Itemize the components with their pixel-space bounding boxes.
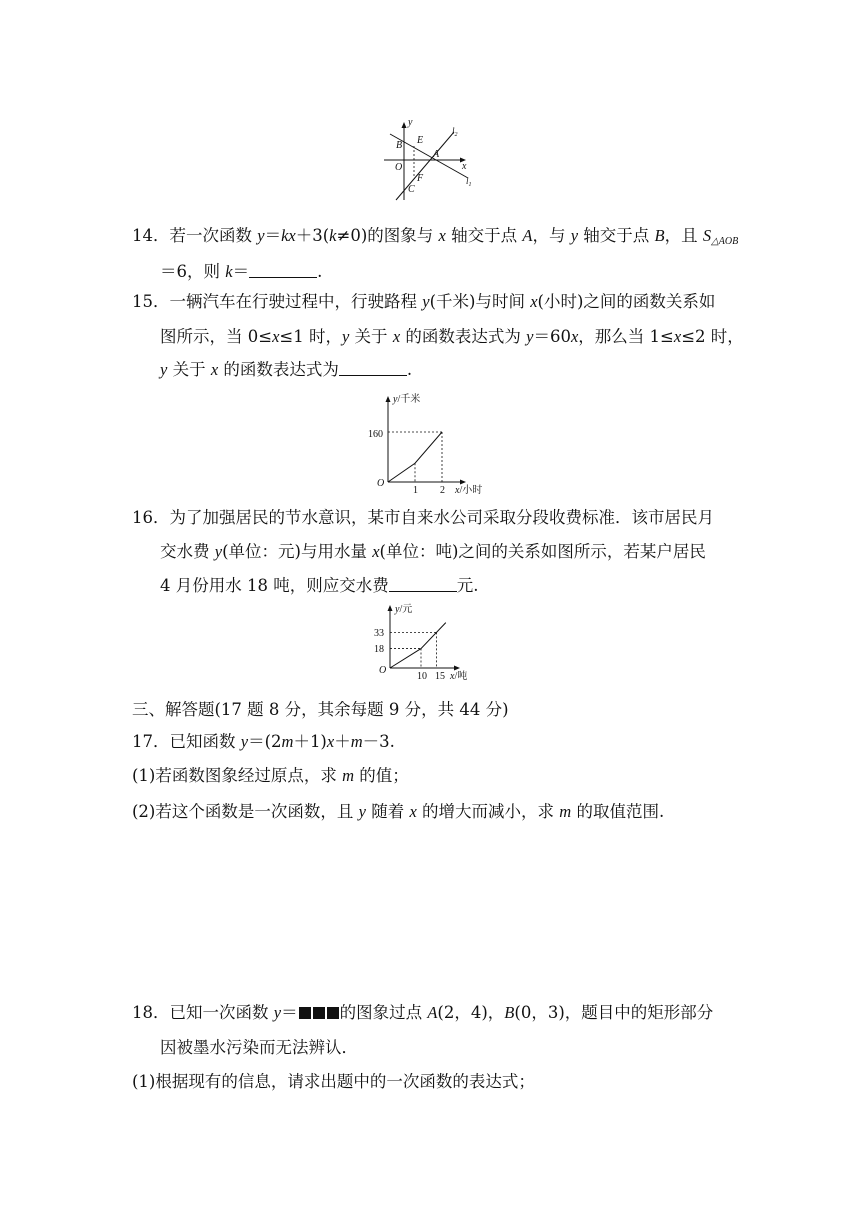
answer-blank-14[interactable] <box>249 263 317 278</box>
chart16-y-arrow <box>388 605 393 611</box>
ink-blot-1 <box>299 1007 311 1019</box>
chart15-xlabel: x/小时 <box>455 485 483 496</box>
q15-line-3: y 关于 x 的函数表达式为 . <box>160 360 413 379</box>
chart15-xtick-1: 1 <box>413 485 418 496</box>
chart16-ytick-18: 18 <box>374 644 384 655</box>
q18-line-1: 18．已知一次函数 y＝ 的图象过点 A(2，4)，B(0，3)，题目中的矩形部分 <box>132 1003 714 1022</box>
q18-part-1: (1)根据现有的信息，请求出题中的一次函数的表达式； <box>132 1072 535 1091</box>
q14-line-2: ＝6，则 k＝ . <box>160 262 323 281</box>
chart16-xtick-15: 15 <box>435 671 445 682</box>
chart16-xtick-10: 10 <box>417 671 427 682</box>
fig1-label-O: O <box>395 162 403 173</box>
chart16-series-line <box>390 623 446 668</box>
fig1-label-F: F <box>417 173 424 184</box>
q18-line-2: 因被墨水污染而无法辨认． <box>160 1038 358 1057</box>
q15-line-1: 15．一辆汽车在行驶过程中，行驶路程 y(千米)与时间 x(小时)之间的函数关系如 <box>132 292 716 311</box>
fig1-label-B: B <box>396 140 403 151</box>
chart15-ylabel: y/千米 <box>393 394 421 405</box>
fig1-label-E: E <box>417 135 424 146</box>
q16-line-3: 4 月份用水 18 吨，则应交水费 元. <box>160 576 479 595</box>
two-lines-figure <box>380 114 480 204</box>
q14-line-1: 14．若一次函数 y＝kx＋3(k≠0)的图象与 x 轴交于点 A，与 y 轴交于点 B，且 $S_{\triangle AOB}$ <box>132 226 739 247</box>
chart16-origin: O <box>379 665 387 676</box>
chart15-y-arrow <box>386 396 391 402</box>
chart15-xtick-2: 2 <box>440 485 445 496</box>
fig1-label-l2: $l_2$ <box>452 126 458 138</box>
fig1-label-A: A <box>433 149 440 160</box>
q16-line-2: 交水费 y(单位：元)与用水量 x(单位：吨)之间的关系如图所示，若某户居民 <box>160 542 706 561</box>
q15-line-2: 图所示，当 0≤x≤1 时，y 关于 x 的函数表达式为 y＝60x，那么当 1≤x≤2 时， <box>160 327 744 346</box>
ink-blot-2 <box>313 1007 325 1019</box>
answer-blank-15[interactable] <box>339 361 407 376</box>
q17-part-1: (1)若函数图象经过原点，求 m 的值； <box>132 766 409 785</box>
fig1-label-y: y <box>408 117 413 128</box>
chart15-ytick-160: 160 <box>368 429 383 440</box>
answer-blank-16[interactable] <box>389 577 457 592</box>
fig1-label-C: C <box>408 184 415 195</box>
chart-16 <box>360 600 500 684</box>
chart15-x-arrow <box>460 480 466 485</box>
chart16-ylabel: y/元 <box>395 604 413 615</box>
chart-15 <box>360 392 500 496</box>
chart16-xlabel: x/吨 <box>450 671 468 682</box>
section3-title: 三、解答题(17 题 8 分，其余每题 9 分，共 44 分) <box>132 700 509 719</box>
chart16-ytick-33: 33 <box>374 628 384 639</box>
y-axis-arrow <box>402 122 407 128</box>
q17-part-2: (2)若这个函数是一次函数，且 y 随着 x 的增大而减小，求 m 的取值范围. <box>132 802 665 821</box>
chart16-x-arrow <box>454 666 460 671</box>
fig1-label-l1: $l_1$ <box>466 176 472 188</box>
ink-blot-3 <box>327 1007 339 1019</box>
chart15-origin: O <box>377 478 385 489</box>
fig1-label-x: x <box>462 161 467 172</box>
q16-line-1: 16．为了加强居民的节水意识，某市自来水公司采取分段收费标准．该市居民月 <box>132 508 714 527</box>
q17-line-1: 17．已知函数 y＝(2m＋1)x＋m－3. <box>132 732 395 751</box>
chart15-series-line <box>388 432 442 482</box>
